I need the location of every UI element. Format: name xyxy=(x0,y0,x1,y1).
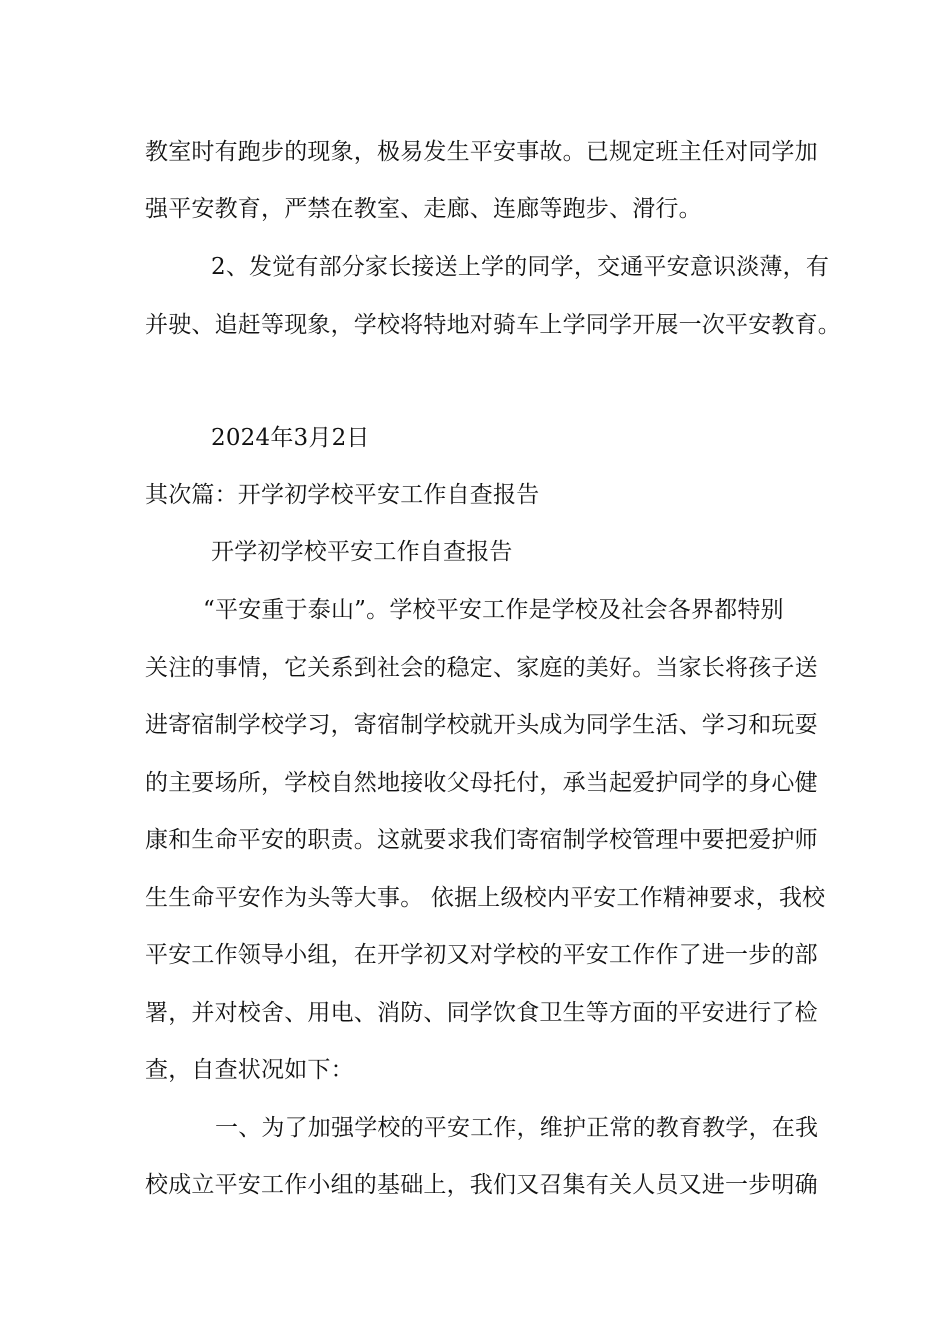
paragraph-line: 强平安教育，严禁在教室、走廊、连廊等跑步、滑行。 xyxy=(145,196,702,222)
paragraph-line: 2、发觉有部分家长接送上学的同学，交通平安意识淡薄，有 xyxy=(211,254,830,280)
paragraph-line: 的主要场所，学校自然地接收父母托付，承当起爱护同学的身心健 xyxy=(145,770,818,796)
paragraph-line: 生生命平安作为头等大事。 依据上级校内平安工作精神要求，我校 xyxy=(145,885,826,911)
report-title: 开学初学校平安工作自查报告 xyxy=(211,539,513,565)
paragraph-line: 教室时有跑步的现象，极易发生平安事故。已规定班主任对同学加 xyxy=(145,139,818,165)
paragraph-line: 进寄宿制学校学习，寄宿制学校就开头成为同学生活、学习和玩耍 xyxy=(145,712,818,738)
paragraph-line: “平安重于泰山”。学校平安工作是学校及社会各界都特别 xyxy=(203,597,784,623)
paragraph-line: 校成立平安工作小组的基础上，我们又召集有关人员又进一步明确 xyxy=(145,1172,818,1198)
paragraph-line: 一、为了加强学校的平安工作，维护正常的教育教学，在我 xyxy=(215,1115,819,1141)
paragraph-line: 署，并对校舍、用电、消防、同学饮食卫生等方面的平安进行了检 xyxy=(145,1000,818,1026)
report-date: 2024年3月2日 xyxy=(211,425,370,451)
paragraph-line: 查，自查状况如下： xyxy=(145,1057,354,1083)
paragraph-line: 康和生命平安的职责。这就要求我们寄宿制学校管理中要把爱护师 xyxy=(145,827,818,853)
paragraph-line: 并驶、追赶等现象，学校将特地对骑车上学同学开展一次平安教育。 xyxy=(145,312,841,338)
paragraph-line: 关注的事情，它关系到社会的稳定、家庭的美好。当家长将孩子送 xyxy=(145,655,818,681)
section-heading: 其次篇：开学初学校平安工作自查报告 xyxy=(145,482,540,508)
paragraph-line: 平安工作领导小组，在开学初又对学校的平安工作作了进一步的部 xyxy=(145,942,818,968)
